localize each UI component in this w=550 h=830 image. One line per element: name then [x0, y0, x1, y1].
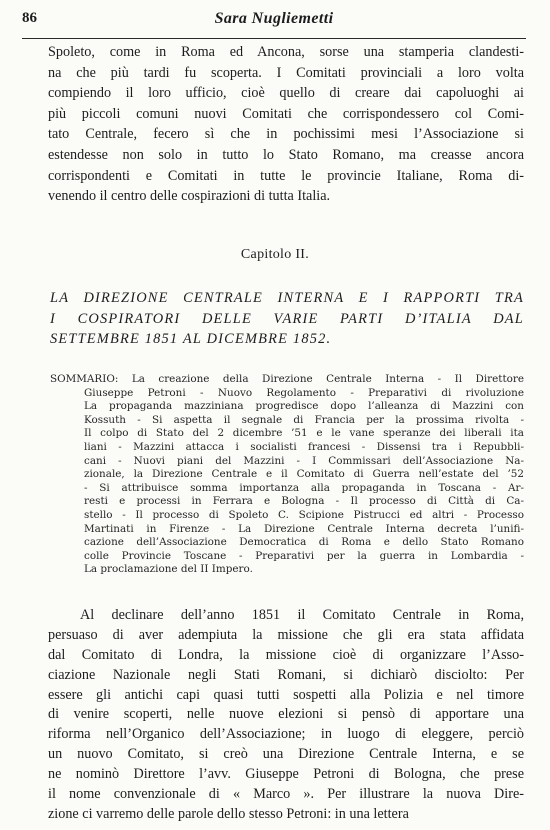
- paragraph-1: [48, 42, 524, 207]
- chapter-title-line: LA DIREZIONE CENTRALE INTERNA E I RAPPORTI TRA: [50, 290, 524, 306]
- summary-line: SOMMARIO: La creazione della Direzione Centrale Interna - Il Direttore: [50, 373, 524, 385]
- summary-line: La proclamazione del II Impero.: [84, 563, 253, 576]
- chapter-title: [50, 288, 524, 350]
- text-line: na che più tardi fu scoperta. I Comitati provinciali a loro volta: [48, 64, 524, 81]
- summary-line: resti e processi in Ferrara e Bologna - Il processo di Città di Ca-: [84, 495, 524, 508]
- page-number: 86: [22, 10, 37, 26]
- summary-line: La propaganda mazziniana progredisce dopo l’alleanza di Mazzini con: [84, 400, 524, 413]
- running-title: Sara Nugliemetti: [214, 10, 334, 27]
- summary-line: Il colpo di Stato del 2 dicembre ’51 e le vane speranze dei liberali ita: [84, 427, 524, 440]
- text-line: essere gli antichi capi quasi tutti sospetti alla Polizia e nel timore: [48, 686, 524, 703]
- text-line: tato Centrale, fecero sì che in pochissimi mesi l’Associazione si: [48, 126, 524, 143]
- text-line: ne nominò Direttore l’avv. Giuseppe Petroni di Bologna, che prese: [48, 766, 524, 783]
- text-line: zione ci varremo delle parole dello stesso Petroni: in una lettera: [48, 805, 409, 822]
- chapter-label: Capitolo II.: [240, 247, 310, 262]
- summary-line: stello - Il processo di Spoleto C. Scipione Pistrucci ed altri - Processo: [84, 508, 524, 521]
- summary-line: Martinati in Firenze - La Direzione Centrale Interna decreta l’unifi-: [84, 522, 524, 535]
- summary-line: colle Provincie Toscane - Preparativi per la guerra in Lombardia -: [84, 549, 524, 562]
- text-line: ciazione Nazionale negli Stati Romani, si dichiarò disciolto: Per: [48, 666, 524, 683]
- chapter-title-line: I COSPIRATORI DELLE VARIE PARTI D’ITALIA DAL: [50, 310, 524, 327]
- text-line: un nuovo Comitato, si creò una Direzione Centrale Interna, e se: [48, 746, 524, 763]
- chapter-title-line: SETTEMBRE 1851 AL DICEMBRE 1852.: [50, 331, 332, 347]
- text-line: Al declinare dell’anno 1851 il Comitato Centrale in Roma,: [80, 607, 524, 623]
- text-line: dal Comitato di Londra, la missione cioè di organizzare l’Asso-: [48, 646, 524, 663]
- text-line: corrispondenti e Comitati in tutte le provincie Italiane, Roma di-: [48, 167, 524, 184]
- text-line: riforma nell’Organico dell’Associazione; in luogo di eleggere, perciò: [48, 726, 524, 743]
- text-line: persuaso di aver adempiuta la missione che gli era stata affidata: [48, 626, 524, 643]
- summary-line: Giuseppe Petroni - Nuovo Regolamento - Preparativi di rivoluzione: [84, 386, 524, 399]
- text-line: compiendo il loro ufficio, cioè quello di creare dai capoluoghi ai: [48, 85, 524, 102]
- text-line: estendesse non solo in tutto lo Stato Romano, ma creasse ancora: [48, 146, 524, 163]
- summary-line: zionale, la Direzione Centrale e il Comitato di Guerra nell’estate del ’52: [84, 468, 524, 481]
- summary-line: Kossuth - Si aspetta il segnale di Francia per la prossima rivolta -: [84, 413, 524, 426]
- summary-line: liani - Mazzini attacca i socialisti francesi - Dissensi tra i Repubbli-: [84, 440, 524, 453]
- text-line: di venire scoperti, nelle nuove elezioni si pensò di apportare una: [48, 706, 524, 723]
- text-line: venendo il centro delle cospirazioni di tutta Italia.: [48, 188, 331, 205]
- summary-line: cazione dell’Associazione Democratica di Roma e dello Stato Romano: [84, 536, 524, 549]
- chapter-summary: [50, 373, 524, 577]
- summary-line: - Si attribuisce somma importanza alla propaganda in Toscana - Ar-: [84, 481, 524, 494]
- page-header: [22, 8, 526, 39]
- text-line: più piccoli comuni nuovi Comitati che corrispondessero col Comi-: [48, 105, 524, 122]
- summary-line: cani - Nuovi piani del Mazzini - I Commissari dell’Associazione Na-: [84, 454, 524, 467]
- text-line: il nome convenzionale di « Marco ». Per illustrare la nuova Dire-: [48, 786, 524, 803]
- paragraph-2: [48, 606, 524, 825]
- text-line: Spoleto, come in Roma ed Ancona, sorse una stamperia clandesti-: [48, 44, 524, 60]
